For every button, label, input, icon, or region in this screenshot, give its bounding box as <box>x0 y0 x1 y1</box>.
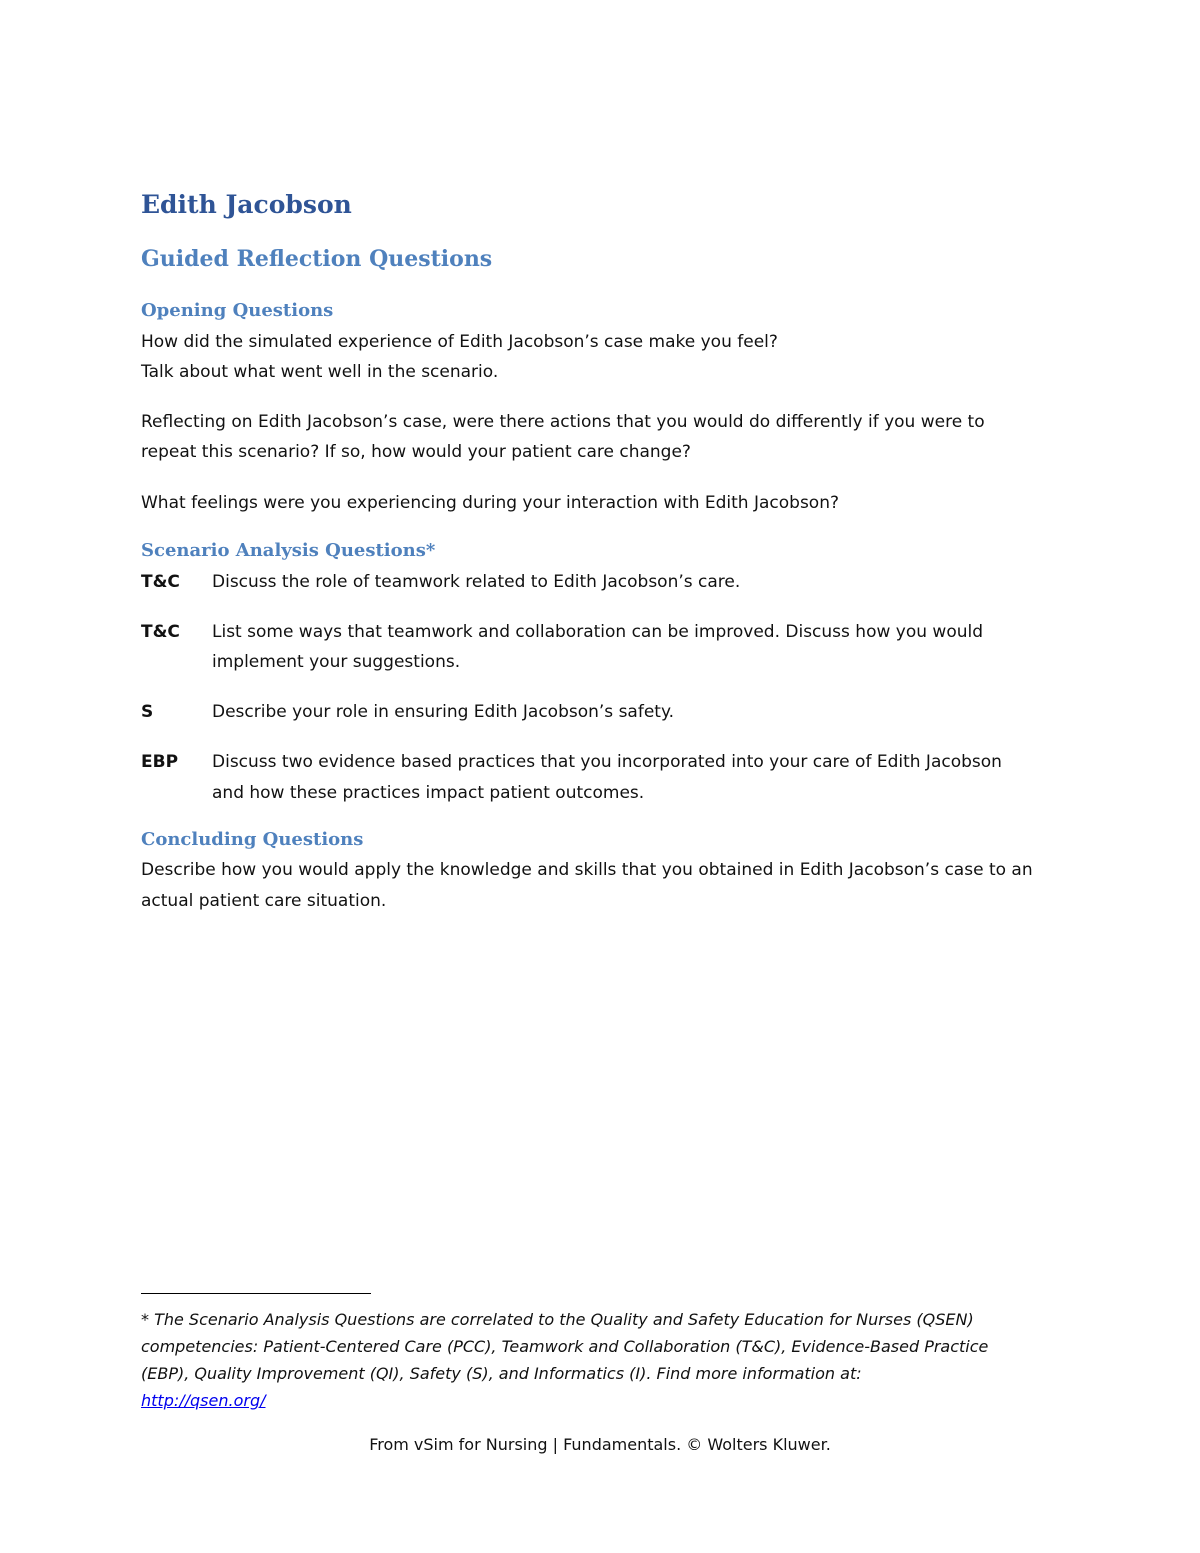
concluding-question-line-1: Describe how you would apply the knowledge and skills that you obtained in Edith Jacobson’s case to an <box>141 860 1033 880</box>
opening-question-line-2: Talk about what went well in the scenario. <box>141 362 499 382</box>
scenario-question-text: Discuss two evidence based practices that you incorporated into your care of Edith Jacobson <box>212 752 1002 772</box>
concluding-question-line-2: actual patient care situation. <box>141 891 387 911</box>
opening-questions-heading: Opening Questions <box>141 300 334 321</box>
scenario-question-text: Discuss the role of teamwork related to Edith Jacobson’s care. <box>212 572 741 592</box>
page-footer: From vSim for Nursing | Fundamentals. © Wolters Kluwer. <box>369 1435 831 1454</box>
scenario-analysis-heading: Scenario Analysis Questions* <box>141 540 436 561</box>
scenario-question-text: Describe your role in ensuring Edith Jacobson’s safety. <box>212 702 674 722</box>
qsen-code: T&C <box>141 572 180 592</box>
scenario-question-text: and how these practices impact patient outcomes. <box>212 783 645 803</box>
qsen-link[interactable]: http://qsen.org/ <box>141 1391 266 1410</box>
document-subtitle: Guided Reflection Questions <box>141 246 493 272</box>
scenario-question-text: implement your suggestions. <box>212 652 461 672</box>
reflect-question-line-2: repeat this scenario? If so, how would your patient care change? <box>141 442 691 462</box>
concluding-questions-heading: Concluding Questions <box>141 829 364 850</box>
footnote-separator <box>141 1293 371 1294</box>
document-title: Edith Jacobson <box>141 190 352 219</box>
qsen-code: S <box>141 702 154 722</box>
feelings-question: What feelings were you experiencing during your interaction with Edith Jacobson? <box>141 493 839 513</box>
qsen-code: EBP <box>141 752 179 772</box>
footnote <box>141 1306 1081 1414</box>
scenario-question-text: List some ways that teamwork and collaboration can be improved. Discuss how you would <box>212 622 984 642</box>
qsen-code: T&C <box>141 622 180 642</box>
footnote-line: (EBP), Quality Improvement (QI), Safety (S), and Informatics (I). Find more information at: <box>141 1364 862 1383</box>
footnote-line: * The Scenario Analysis Questions are correlated to the Quality and Safety Education for Nurses (QSEN) <box>141 1310 974 1329</box>
footnote-line: competencies: Patient-Centered Care (PCC), Teamwork and Collaboration (T&C), Evidence-Based Practice <box>141 1337 989 1356</box>
reflect-question-line-1: Reflecting on Edith Jacobson’s case, were there actions that you would do differently if you were to <box>141 412 985 432</box>
opening-question-line-1: How did the simulated experience of Edith Jacobson’s case make you feel? <box>141 332 778 352</box>
